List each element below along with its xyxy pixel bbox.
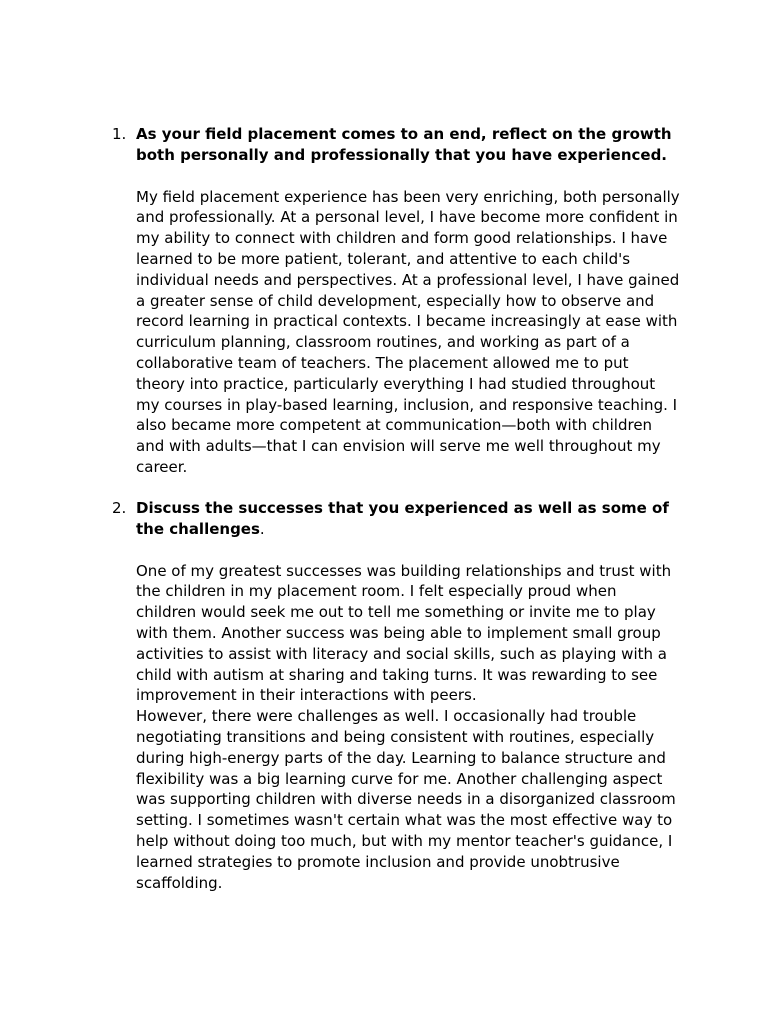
reflection-item-2 xyxy=(112,498,680,893)
answer-paragraph: One of my greatest successes was building relationships and trust with the children in my placement room. I felt especially proud when children would seek me out to tell me something or invite me to play with them. Another success was being able to implement small group activities to assist with literacy and social skills, such as playing with a child with autism at sharing and taking turns. It was rewarding to see improvement in their interactions with peers. xyxy=(136,561,672,705)
answer-body xyxy=(136,187,680,478)
question-text: As your field placement comes to an end, reflect on the growth both personally and professionally that you have experienced. xyxy=(136,125,672,164)
answer-paragraph: My field placement experience has been very enriching, both personally and professionally. At a personal level, I have become more confident in my ability to connect with children and form good relationships. I have learned to be more patient, tolerant, and attentive to each child's individual needs and perspectives. At a professional level, I have gained a greater sense of child development, especially how to observe and record learning in practical contexts. I became increasingly at ease with curriculum planning, classroom routines, and working as part of a collaborative team of teachers. The placement allowed me to put theory into practice, particularly everything I had studied throughout my courses in play-based learning, inclusion, and responsive teaching. I also became more competent at communication—both with children and with adults—that I can envision will serve me well throughout my career. xyxy=(136,187,680,476)
answer-paragraph: However, there were challenges as well. I occasionally had trouble negotiating transitions and being consistent with routines, especially during high-energy parts of the day. Learning to balance structure and flexibility was a big learning curve for me. Another challenging aspect was supporting children with diverse needs in a disorganized classroom setting. I sometimes wasn't certain what was the most effective way to help without doing too much, but with my mentor teacher's guidance, I learned strategies to promote inclusion and provide unobtrusive scaffolding. xyxy=(136,707,676,892)
question-heading xyxy=(136,124,680,166)
reflection-item-1 xyxy=(112,124,680,478)
item-number: 1. xyxy=(112,125,127,143)
question-heading xyxy=(136,498,680,540)
question-text: Discuss the successes that you experienced as well as some of the challenges xyxy=(136,499,669,538)
question-trailing: . xyxy=(259,519,265,538)
item-number: 2. xyxy=(112,499,127,517)
answer-body xyxy=(136,561,680,894)
